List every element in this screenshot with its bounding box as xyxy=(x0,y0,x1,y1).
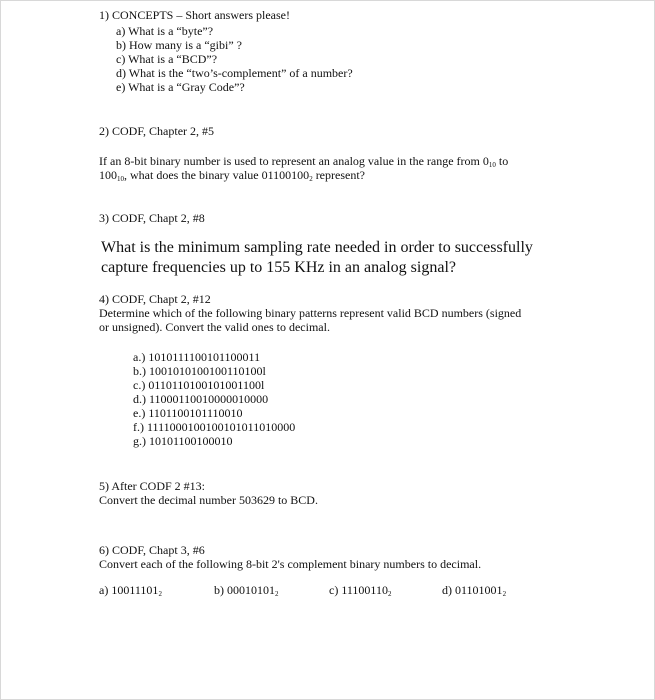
question-1-item-e: e) What is a “Gray Code”? xyxy=(116,80,245,94)
question-2-title: 2) CODF, Chapter 2, #5 xyxy=(99,124,215,138)
question-4-title: 4) CODF, Chapt 2, #12 xyxy=(99,292,211,306)
question-4-item-f: f.) 1111000100100101011010000 xyxy=(133,420,296,434)
question-1-item-b: b) How many is a “gibi” ? xyxy=(116,38,242,52)
question-1-title: 1) CONCEPTS – Short answers please! xyxy=(99,8,290,22)
question-1-item-d: d) What is the “two’s-complement” of a number? xyxy=(116,66,353,80)
question-6-answer-c: c) $11100110_2$ xyxy=(329,583,392,598)
question-6-answer-b: b) $00010101_2$ xyxy=(214,583,279,598)
question-3-line-2: capture frequencies up to 155 KHz in an analog signal? xyxy=(101,259,456,276)
question-4-line-2: or unsigned). Convert the valid ones to decimal. xyxy=(99,320,330,334)
question-5-line-1: Convert the decimal number 503629 to BCD. xyxy=(99,493,318,507)
question-6-line-1: Convert each of the following 8-bit 2's complement binary numbers to decimal. xyxy=(99,557,482,571)
question-2-line-2: $100_{10}$, what does the binary value $01100100_2$ represent? xyxy=(99,168,365,183)
question-4-item-g: g.) 10101100100010 xyxy=(133,434,233,448)
question-6-title: 6) CODF, Chapt 3, #6 xyxy=(99,543,205,557)
question-5-title: 5) After CODF 2 #13: xyxy=(99,479,205,493)
question-3-title: 3) CODF, Chapt 2, #8 xyxy=(99,211,205,225)
question-4-item-c: c.) 0110110100101001100l xyxy=(133,378,265,392)
question-1-item-a: a) What is a “byte”? xyxy=(116,24,214,38)
question-4-line-1: Determine which of the following binary patterns represent valid BCD numbers (signed xyxy=(99,306,522,320)
question-6-answer-a: a) $10011101_2$ xyxy=(99,583,162,598)
question-1-item-c: c) What is a “BCD”? xyxy=(116,52,218,66)
question-4-item-a: a.) 1010111100101100011 xyxy=(133,350,261,364)
question-4-item-e: e.) 1101100101110010 xyxy=(133,406,243,420)
question-2-line-1: If an 8-bit binary number is used to represent an analog value in the range from $0_{10}$ to xyxy=(99,154,509,169)
question-4-item-d: d.) 11000110010000010000 xyxy=(133,392,269,406)
question-6-answer-d: d) $01101001_2$ xyxy=(442,583,507,598)
question-4-item-b: b.) 1001010100100110100l xyxy=(133,364,266,378)
question-3-line-1: What is the minimum sampling rate needed in order to successfully xyxy=(101,239,533,256)
